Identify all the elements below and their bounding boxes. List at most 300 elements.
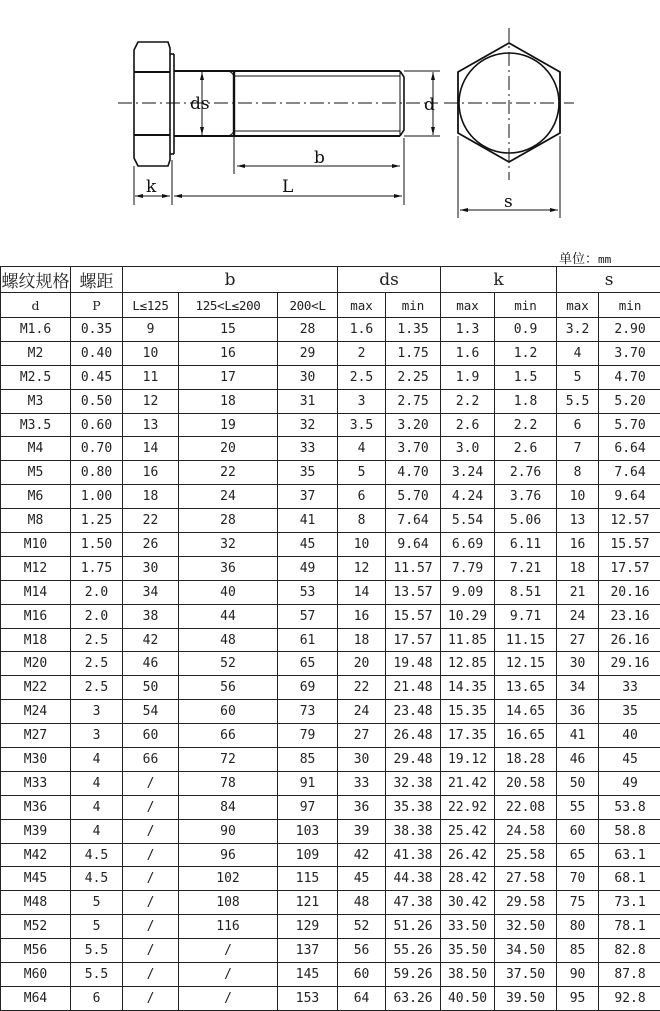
table-cell: 4.5: [71, 843, 123, 867]
table-cell: 11: [123, 365, 179, 389]
table-cell: 42: [338, 843, 386, 867]
table-row: [1, 341, 660, 365]
table-cell: 10.29: [441, 604, 495, 628]
col-ds-max: max: [338, 293, 386, 318]
hex-bolt-drawing: [0, 0, 660, 245]
table-cell: 65: [278, 652, 338, 676]
table-cell: 108: [179, 891, 278, 915]
table-cell: 41.38: [386, 843, 441, 867]
table-cell: 24: [557, 604, 599, 628]
table-cell: 21: [557, 580, 599, 604]
table-cell: 26.48: [386, 724, 441, 748]
table-row: [1, 652, 660, 676]
table-cell: 54: [123, 700, 179, 724]
table-cell: 60: [179, 700, 278, 724]
table-cell: 51.26: [386, 915, 441, 939]
table-cell: 49: [599, 771, 660, 795]
table-cell: 40: [599, 724, 660, 748]
table-cell: 11.85: [441, 628, 495, 652]
table-cell: 12: [123, 389, 179, 413]
table-cell: 55: [557, 795, 599, 819]
table-cell: 9.64: [599, 485, 660, 509]
table-cell: M3: [1, 389, 71, 413]
table-cell: 109: [278, 843, 338, 867]
table-cell: 28: [179, 509, 278, 533]
table-cell: 14: [123, 437, 179, 461]
table-cell: 3.0: [441, 437, 495, 461]
table-row: [1, 963, 660, 987]
table-cell: 46: [123, 652, 179, 676]
table-row: [1, 771, 660, 795]
table-cell: 5.70: [599, 413, 660, 437]
table-cell: 1.8: [495, 389, 557, 413]
table-cell: 4: [71, 748, 123, 772]
table-row: [1, 843, 660, 867]
table-cell: 3: [338, 389, 386, 413]
table-cell: 2.0: [71, 580, 123, 604]
table-cell: 4.70: [599, 365, 660, 389]
table-cell: 7.79: [441, 556, 495, 580]
table-cell: 69: [278, 676, 338, 700]
table-cell: 64: [338, 986, 386, 1010]
table-cell: 26.42: [441, 843, 495, 867]
table-cell: M22: [1, 676, 71, 700]
table-cell: M6: [1, 485, 71, 509]
table-cell: 39.50: [495, 986, 557, 1010]
table-cell: M56: [1, 939, 71, 963]
table-cell: 79: [278, 724, 338, 748]
table-cell: 22.92: [441, 795, 495, 819]
table-row: [1, 485, 660, 509]
table-cell: M30: [1, 748, 71, 772]
table-cell: 58.8: [599, 819, 660, 843]
table-cell: 38.38: [386, 819, 441, 843]
table-cell: 2.25: [386, 365, 441, 389]
table-cell: /: [123, 963, 179, 987]
table-cell: M27: [1, 724, 71, 748]
table-body: [1, 318, 660, 1011]
table-cell: 34.50: [495, 939, 557, 963]
table-cell: 2.2: [495, 413, 557, 437]
table-cell: 12.85: [441, 652, 495, 676]
table-cell: 23.48: [386, 700, 441, 724]
table-cell: 7.21: [495, 556, 557, 580]
table-cell: 24: [179, 485, 278, 509]
table-row: [1, 795, 660, 819]
table-row: [1, 915, 660, 939]
table-cell: 20.16: [599, 580, 660, 604]
table-cell: 33.50: [441, 915, 495, 939]
col-p: P: [71, 293, 123, 318]
table-cell: 1.5: [495, 365, 557, 389]
table-cell: 41: [557, 724, 599, 748]
table-cell: 25.42: [441, 819, 495, 843]
table-row: [1, 413, 660, 437]
unit-value: mm: [598, 253, 612, 266]
table-cell: M4: [1, 437, 71, 461]
table-cell: 44: [179, 604, 278, 628]
table-cell: 21.42: [441, 771, 495, 795]
table-cell: 8: [557, 461, 599, 485]
table-cell: 57: [278, 604, 338, 628]
table-row: [1, 939, 660, 963]
table-cell: 37.50: [495, 963, 557, 987]
table-cell: 4: [71, 795, 123, 819]
table-row: [1, 628, 660, 652]
table-cell: 1.35: [386, 318, 441, 342]
table-cell: 0.35: [71, 318, 123, 342]
table-cell: M36: [1, 795, 71, 819]
table-cell: 73: [278, 700, 338, 724]
table-cell: 35: [278, 461, 338, 485]
table-cell: 13: [123, 413, 179, 437]
table-row: [1, 389, 660, 413]
table-cell: 4.24: [441, 485, 495, 509]
table-cell: 1.6: [338, 318, 386, 342]
table-cell: M45: [1, 867, 71, 891]
col-ds-min: min: [386, 293, 441, 318]
col-b-l125: L≤125: [123, 293, 179, 318]
table-cell: 85: [557, 939, 599, 963]
table-cell: 129: [278, 915, 338, 939]
table-cell: 52: [338, 915, 386, 939]
table-cell: 145: [278, 963, 338, 987]
table-cell: 2.6: [495, 437, 557, 461]
table-cell: 5: [557, 365, 599, 389]
table-cell: 17.35: [441, 724, 495, 748]
table-cell: M39: [1, 819, 71, 843]
table-cell: /: [179, 963, 278, 987]
table-cell: 2.5: [71, 676, 123, 700]
table-cell: 19.12: [441, 748, 495, 772]
table-cell: /: [123, 939, 179, 963]
table-row: [1, 676, 660, 700]
table-cell: 31: [278, 389, 338, 413]
table-cell: 12.15: [495, 652, 557, 676]
table-cell: 17.57: [386, 628, 441, 652]
table-cell: 22: [179, 461, 278, 485]
table-cell: 27: [557, 628, 599, 652]
table-cell: 137: [278, 939, 338, 963]
table-cell: M18: [1, 628, 71, 652]
table-cell: 2: [338, 341, 386, 365]
table-cell: 3.70: [386, 437, 441, 461]
table-cell: /: [123, 819, 179, 843]
table-cell: 30: [123, 556, 179, 580]
table-cell: 1.75: [71, 556, 123, 580]
table-cell: 25.58: [495, 843, 557, 867]
table-cell: M60: [1, 963, 71, 987]
label-s: s: [504, 192, 513, 212]
table-cell: /: [123, 843, 179, 867]
table-cell: 84: [179, 795, 278, 819]
table-cell: 0.80: [71, 461, 123, 485]
table-cell: 11.15: [495, 628, 557, 652]
col-group-k: k: [441, 267, 557, 293]
table-cell: 0.50: [71, 389, 123, 413]
table-cell: 97: [278, 795, 338, 819]
col-b-lover200: 200<L: [278, 293, 338, 318]
table-row: [1, 556, 660, 580]
table-cell: 16.65: [495, 724, 557, 748]
table-cell: 56: [338, 939, 386, 963]
table-cell: 15: [179, 318, 278, 342]
table-row: [1, 867, 660, 891]
table-cell: 33: [338, 771, 386, 795]
table-cell: 63.26: [386, 986, 441, 1010]
table-cell: 1.9: [441, 365, 495, 389]
table-cell: 33: [599, 676, 660, 700]
table-cell: M52: [1, 915, 71, 939]
table-cell: 53: [278, 580, 338, 604]
table-cell: 1.25: [71, 509, 123, 533]
table-cell: 45: [338, 867, 386, 891]
table-cell: 26: [123, 533, 179, 557]
table-cell: 75: [557, 891, 599, 915]
table-cell: 103: [278, 819, 338, 843]
table-row: [1, 318, 660, 342]
table-cell: 26.16: [599, 628, 660, 652]
table-cell: 14: [338, 580, 386, 604]
table-cell: 2.90: [599, 318, 660, 342]
table-cell: 3.70: [599, 341, 660, 365]
table-row: [1, 461, 660, 485]
table-cell: 4: [338, 437, 386, 461]
table-cell: 11.57: [386, 556, 441, 580]
table-row: [1, 365, 660, 389]
table-cell: 32: [278, 413, 338, 437]
table-cell: 5: [71, 891, 123, 915]
table-cell: /: [123, 867, 179, 891]
table-cell: 6: [557, 413, 599, 437]
table-cell: 30: [557, 652, 599, 676]
table-cell: 50: [123, 676, 179, 700]
table-cell: 1.3: [441, 318, 495, 342]
table-cell: /: [123, 891, 179, 915]
table-cell: 39: [338, 819, 386, 843]
table-cell: 70: [557, 867, 599, 891]
col-d: d: [1, 293, 71, 318]
table-cell: 49: [278, 556, 338, 580]
table-cell: 36: [338, 795, 386, 819]
table-cell: 7: [557, 437, 599, 461]
table-cell: 36: [179, 556, 278, 580]
table-cell: 61: [278, 628, 338, 652]
table-cell: 3.20: [386, 413, 441, 437]
col-group-s: s: [557, 267, 660, 293]
table-cell: 82.8: [599, 939, 660, 963]
table-cell: 50: [557, 771, 599, 795]
table-cell: 80: [557, 915, 599, 939]
table-cell: 41: [278, 509, 338, 533]
table-cell: 4: [71, 771, 123, 795]
table-cell: 17: [179, 365, 278, 389]
table-cell: 47.38: [386, 891, 441, 915]
table-cell: M64: [1, 986, 71, 1010]
col-group-ds: ds: [338, 267, 441, 293]
table-cell: 2.5: [71, 652, 123, 676]
table-cell: 12: [338, 556, 386, 580]
table-cell: 29: [278, 341, 338, 365]
table-cell: 92.8: [599, 986, 660, 1010]
table-cell: 16: [338, 604, 386, 628]
table-cell: 9.09: [441, 580, 495, 604]
table-cell: 36: [557, 700, 599, 724]
table-cell: 22: [123, 509, 179, 533]
table-cell: 90: [557, 963, 599, 987]
table-cell: 44.38: [386, 867, 441, 891]
table-cell: 4.5: [71, 867, 123, 891]
table-cell: M33: [1, 771, 71, 795]
table-cell: 22.08: [495, 795, 557, 819]
table-cell: 66: [179, 724, 278, 748]
table-cell: 6.69: [441, 533, 495, 557]
table-cell: 1.75: [386, 341, 441, 365]
table-cell: 19.48: [386, 652, 441, 676]
table-cell: 13.57: [386, 580, 441, 604]
table-cell: 38.50: [441, 963, 495, 987]
table-cell: 73.1: [599, 891, 660, 915]
col-pitch-cn: 螺距: [71, 267, 123, 293]
table-cell: 6.64: [599, 437, 660, 461]
table-cell: 66: [123, 748, 179, 772]
table-row: [1, 509, 660, 533]
table-cell: 48: [338, 891, 386, 915]
table-cell: 115: [278, 867, 338, 891]
table-cell: 1.2: [495, 341, 557, 365]
table-cell: 35.38: [386, 795, 441, 819]
table-cell: /: [179, 986, 278, 1010]
table-cell: 20: [179, 437, 278, 461]
table-cell: 5.70: [386, 485, 441, 509]
table-cell: 2.5: [338, 365, 386, 389]
table-row: [1, 700, 660, 724]
table-cell: 15.57: [599, 533, 660, 557]
table-cell: 28.42: [441, 867, 495, 891]
table-cell: 32: [179, 533, 278, 557]
table-row: [1, 748, 660, 772]
table-cell: 91: [278, 771, 338, 795]
table-cell: M2: [1, 341, 71, 365]
table-cell: 46: [557, 748, 599, 772]
table-row: [1, 986, 660, 1010]
table-cell: 90: [179, 819, 278, 843]
table-cell: 95: [557, 986, 599, 1010]
table-cell: 27.58: [495, 867, 557, 891]
table-cell: 16: [123, 461, 179, 485]
table-cell: 1.6: [441, 341, 495, 365]
label-ds: ds: [190, 94, 210, 114]
table-cell: 18: [557, 556, 599, 580]
table-row: [1, 533, 660, 557]
table-cell: 28: [278, 318, 338, 342]
table-cell: 20.58: [495, 771, 557, 795]
table-cell: 14.65: [495, 700, 557, 724]
table-cell: 16: [179, 341, 278, 365]
table-cell: 3: [71, 700, 123, 724]
table-cell: 21.48: [386, 676, 441, 700]
table-cell: 8.51: [495, 580, 557, 604]
table-cell: 34: [123, 580, 179, 604]
table-cell: 30: [278, 365, 338, 389]
table-cell: 3: [71, 724, 123, 748]
table-cell: 17.57: [599, 556, 660, 580]
header-row-1: [1, 267, 660, 293]
table-cell: 9.71: [495, 604, 557, 628]
table-cell: 5.5: [557, 389, 599, 413]
col-k-min: min: [495, 293, 557, 318]
table-cell: 6: [71, 986, 123, 1010]
table-row: [1, 580, 660, 604]
table-cell: 2.2: [441, 389, 495, 413]
col-thread-spec-cn: 螺纹规格: [1, 267, 71, 293]
table-row: [1, 724, 660, 748]
table-cell: 5: [338, 461, 386, 485]
table-cell: 18: [179, 389, 278, 413]
table-cell: 0.60: [71, 413, 123, 437]
table-cell: M10: [1, 533, 71, 557]
table-cell: 16: [557, 533, 599, 557]
label-b: b: [314, 148, 325, 168]
table-cell: 45: [278, 533, 338, 557]
table-cell: 13.65: [495, 676, 557, 700]
table-cell: 32.38: [386, 771, 441, 795]
table-cell: /: [123, 795, 179, 819]
table-cell: 2.76: [495, 461, 557, 485]
table-cell: 4: [71, 819, 123, 843]
table-cell: M2.5: [1, 365, 71, 389]
table-cell: 0.70: [71, 437, 123, 461]
table-cell: 5.06: [495, 509, 557, 533]
table-cell: 121: [278, 891, 338, 915]
table-cell: 60: [338, 963, 386, 987]
table-cell: 3.5: [338, 413, 386, 437]
unit-label: [559, 248, 611, 267]
table-cell: 18: [123, 485, 179, 509]
table-cell: 2.75: [386, 389, 441, 413]
table-cell: 78.1: [599, 915, 660, 939]
table-cell: 0.9: [495, 318, 557, 342]
col-s-min: min: [599, 293, 660, 318]
table-cell: 20: [338, 652, 386, 676]
table-cell: 12.57: [599, 509, 660, 533]
table-cell: 34: [557, 676, 599, 700]
table-cell: 15.35: [441, 700, 495, 724]
table-cell: 7.64: [386, 509, 441, 533]
table-row: [1, 891, 660, 915]
table-cell: 4.70: [386, 461, 441, 485]
table-cell: 85: [278, 748, 338, 772]
table-cell: 13: [557, 509, 599, 533]
table-cell: 32.50: [495, 915, 557, 939]
table-cell: 30: [338, 748, 386, 772]
table-cell: 37: [278, 485, 338, 509]
table-cell: 5.5: [71, 963, 123, 987]
table-cell: 29.48: [386, 748, 441, 772]
table-cell: 5: [71, 915, 123, 939]
table-cell: M48: [1, 891, 71, 915]
table-cell: M16: [1, 604, 71, 628]
table-cell: 52: [179, 652, 278, 676]
table-cell: 10: [338, 533, 386, 557]
table-cell: 22: [338, 676, 386, 700]
table-cell: 18: [338, 628, 386, 652]
table-cell: 5.20: [599, 389, 660, 413]
table-cell: 10: [557, 485, 599, 509]
table-cell: 4: [557, 341, 599, 365]
table-cell: 10: [123, 341, 179, 365]
table-cell: 56: [179, 676, 278, 700]
